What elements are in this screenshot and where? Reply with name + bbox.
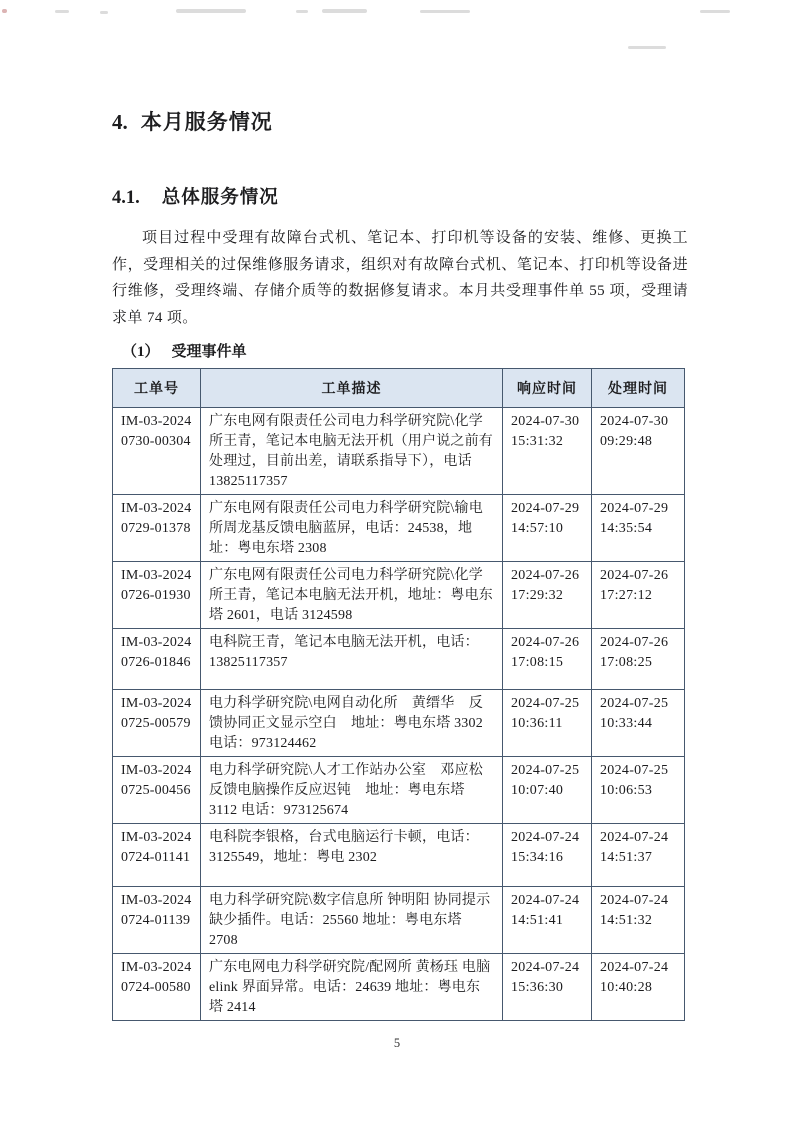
- cell-order-id: [113, 408, 201, 495]
- order-id-line2: 0729-01378: [121, 521, 191, 536]
- cell-description: [201, 495, 503, 562]
- response-time: 17:08:15: [511, 655, 564, 670]
- cell-handle-time: [592, 757, 685, 824]
- handle-time: 14:51:37: [600, 850, 653, 865]
- cell-description: [201, 562, 503, 629]
- cell-handle-time: [592, 408, 685, 495]
- cell-order-id: [113, 562, 201, 629]
- section-heading: [112, 106, 688, 136]
- description-text: 广东电网有限责任公司电力科学研究院\输电所周龙基反馈电脑蓝屏，电话：24538，地址：粤电东塔 2308: [209, 501, 483, 556]
- description-text: 电力科学研究院\电网自动化所 黄缙华 反馈协同正文显示空白 地址：粤电东塔 3302 电话：973124462: [209, 696, 483, 751]
- list-item-label: [112, 340, 688, 361]
- cell-order-id: [113, 824, 201, 887]
- order-id-line1: IM-03-2024: [121, 830, 192, 845]
- handle-date: 2024-07-25: [600, 696, 669, 711]
- handle-time: 17:27:12: [600, 588, 653, 603]
- handle-time: 10:06:53: [600, 783, 653, 798]
- response-date: 2024-07-30: [511, 414, 580, 429]
- cell-handle-time: [592, 690, 685, 757]
- document-content: [112, 106, 688, 1021]
- cell-description: [201, 629, 503, 690]
- handle-time: 14:51:32: [600, 913, 653, 928]
- cell-description: [201, 954, 503, 1021]
- handle-time: 17:08:25: [600, 655, 653, 670]
- handle-time: 14:35:54: [600, 521, 653, 536]
- response-date: 2024-07-25: [511, 763, 580, 778]
- order-id-line2: 0724-01139: [121, 913, 191, 928]
- table-row: [113, 954, 685, 1021]
- subsection-number: 4.1.: [112, 188, 140, 208]
- handle-date: 2024-07-30: [600, 414, 669, 429]
- response-time: 10:36:11: [511, 716, 563, 731]
- handle-date: 2024-07-25: [600, 763, 669, 778]
- response-date: 2024-07-25: [511, 696, 580, 711]
- cell-handle-time: [592, 629, 685, 690]
- handle-date: 2024-07-29: [600, 501, 669, 516]
- cell-handle-time: [592, 562, 685, 629]
- description-text: 广东电网有限责任公司电力科学研究院\化学所王青，笔记本电脑无法开机，地址：粤电东塔 2601，电话 3124598: [209, 568, 493, 623]
- response-time: 14:51:41: [511, 913, 564, 928]
- scan-artifact: [420, 10, 470, 13]
- order-id-line1: IM-03-2024: [121, 501, 192, 516]
- cell-response-time: [503, 757, 592, 824]
- table-row: [113, 887, 685, 954]
- table-row: [113, 562, 685, 629]
- section-title: 本月服务情况: [140, 110, 273, 134]
- order-id-line2: 0724-00580: [121, 980, 191, 995]
- section-number: 4.: [112, 110, 128, 134]
- order-id-line1: IM-03-2024: [121, 696, 192, 711]
- scan-artifact: [628, 46, 666, 49]
- table-header-row: [113, 369, 685, 408]
- cell-order-id: [113, 495, 201, 562]
- response-date: 2024-07-24: [511, 830, 580, 845]
- table-row: [113, 757, 685, 824]
- cell-response-time: [503, 690, 592, 757]
- cell-handle-time: [592, 887, 685, 954]
- list-item-number: （1）: [122, 344, 160, 360]
- response-time: 10:07:40: [511, 783, 564, 798]
- cell-response-time: [503, 629, 592, 690]
- table-header: [113, 369, 685, 408]
- table-body: [113, 408, 685, 1021]
- description-text: 电力科学研究院\人才工作站办公室 邓应松 反馈电脑操作反应迟钝 地址：粤电东塔 3112 电话：973125674: [209, 763, 483, 818]
- col-header-response-time: 响应时间: [503, 369, 592, 408]
- order-id-line2: 0725-00456: [121, 783, 191, 798]
- order-id-line2: 0726-01846: [121, 655, 191, 670]
- table-row: [113, 408, 685, 495]
- response-time: 14:57:10: [511, 521, 564, 536]
- order-id-line1: IM-03-2024: [121, 893, 192, 908]
- cell-response-time: [503, 824, 592, 887]
- col-header-handle-time: 处理时间: [592, 369, 685, 408]
- cell-response-time: [503, 954, 592, 1021]
- response-time: 15:34:16: [511, 850, 564, 865]
- cell-order-id: [113, 757, 201, 824]
- order-id-line2: 0730-00304: [121, 434, 191, 449]
- list-item-text: 受理事件单: [171, 344, 247, 360]
- order-id-line2: 0725-00579: [121, 716, 191, 731]
- cell-handle-time: [592, 824, 685, 887]
- handle-time: 10:33:44: [600, 716, 653, 731]
- order-id-line1: IM-03-2024: [121, 414, 192, 429]
- subsection-heading: [112, 183, 688, 209]
- order-id-line1: IM-03-2024: [121, 960, 192, 975]
- scan-artifact: [296, 10, 308, 13]
- cell-order-id: [113, 629, 201, 690]
- handle-date: 2024-07-26: [600, 635, 669, 650]
- cell-order-id: [113, 954, 201, 1021]
- handle-date: 2024-07-24: [600, 960, 669, 975]
- description-text: 广东电网电力科学研究院/配网所 黄杨珏 电脑 elink 界面异常。电话：24639 地址：粤电东塔 2414: [209, 960, 491, 1015]
- scan-artifact: [100, 11, 108, 14]
- cell-order-id: [113, 887, 201, 954]
- order-id-line2: 0724-01141: [121, 850, 191, 865]
- order-id-line1: IM-03-2024: [121, 763, 192, 778]
- cell-response-time: [503, 562, 592, 629]
- table-row: [113, 629, 685, 690]
- description-text: 电科院王青，笔记本电脑无法开机，电话：13825117357: [209, 635, 479, 670]
- scan-artifact: [2, 9, 7, 13]
- scan-artifact: [176, 9, 246, 13]
- body-paragraph: 项目过程中受理有故障台式机、笔记本、打印机等设备的安装、维修、更换工作，受理相关的过保维修服务请求，组织对有故障台式机、笔记本、打印机等设备进行维修，受理终端、存储介质等的数据修复请求。本月共受理事件单 55 项，受理请求单 74 项。: [112, 230, 688, 326]
- order-id-line1: IM-03-2024: [121, 635, 192, 650]
- work-order-table: [112, 368, 685, 1021]
- col-header-description: 工单描述: [201, 369, 503, 408]
- description-text: 电力科学研究院\数字信息所 钟明阳 协同提示缺少插件。电话：25560 地址：粤电东塔 2708: [209, 893, 491, 948]
- order-id-line2: 0726-01930: [121, 588, 191, 603]
- response-date: 2024-07-26: [511, 635, 580, 650]
- handle-time: 10:40:28: [600, 980, 653, 995]
- cell-response-time: [503, 887, 592, 954]
- description-text: 电科院李银格，台式电脑运行卡顿，电话：3125549，地址：粤电 2302: [209, 830, 479, 865]
- table-row: [113, 824, 685, 887]
- scan-artifact: [322, 9, 367, 13]
- handle-date: 2024-07-24: [600, 830, 669, 845]
- scan-artifact: [55, 10, 69, 13]
- handle-date: 2024-07-24: [600, 893, 669, 908]
- cell-description: [201, 824, 503, 887]
- response-time: 15:36:30: [511, 980, 564, 995]
- subsection-title: 总体服务情况: [161, 188, 279, 208]
- description-text: 广东电网有限责任公司电力科学研究院\化学所王青，笔记本电脑无法开机（用户说之前有处理过，目前出差，请联系指导下），电话 13825117357: [209, 414, 493, 489]
- table-row: [113, 690, 685, 757]
- response-time: 17:29:32: [511, 588, 564, 603]
- cell-response-time: [503, 408, 592, 495]
- handle-date: 2024-07-26: [600, 568, 669, 583]
- response-date: 2024-07-29: [511, 501, 580, 516]
- cell-order-id: [113, 690, 201, 757]
- cell-description: [201, 690, 503, 757]
- cell-handle-time: [592, 954, 685, 1021]
- cell-description: [201, 757, 503, 824]
- response-date: 2024-07-26: [511, 568, 580, 583]
- cell-response-time: [503, 495, 592, 562]
- response-time: 15:31:32: [511, 434, 564, 449]
- response-date: 2024-07-24: [511, 893, 580, 908]
- response-date: 2024-07-24: [511, 960, 580, 975]
- handle-time: 09:29:48: [600, 434, 653, 449]
- cell-description: [201, 887, 503, 954]
- page-number: 5: [393, 1036, 401, 1050]
- cell-description: [201, 408, 503, 495]
- col-header-order-id: 工单号: [113, 369, 201, 408]
- table-row: [113, 495, 685, 562]
- order-id-line1: IM-03-2024: [121, 568, 192, 583]
- scan-artifact: [700, 10, 730, 13]
- cell-handle-time: [592, 495, 685, 562]
